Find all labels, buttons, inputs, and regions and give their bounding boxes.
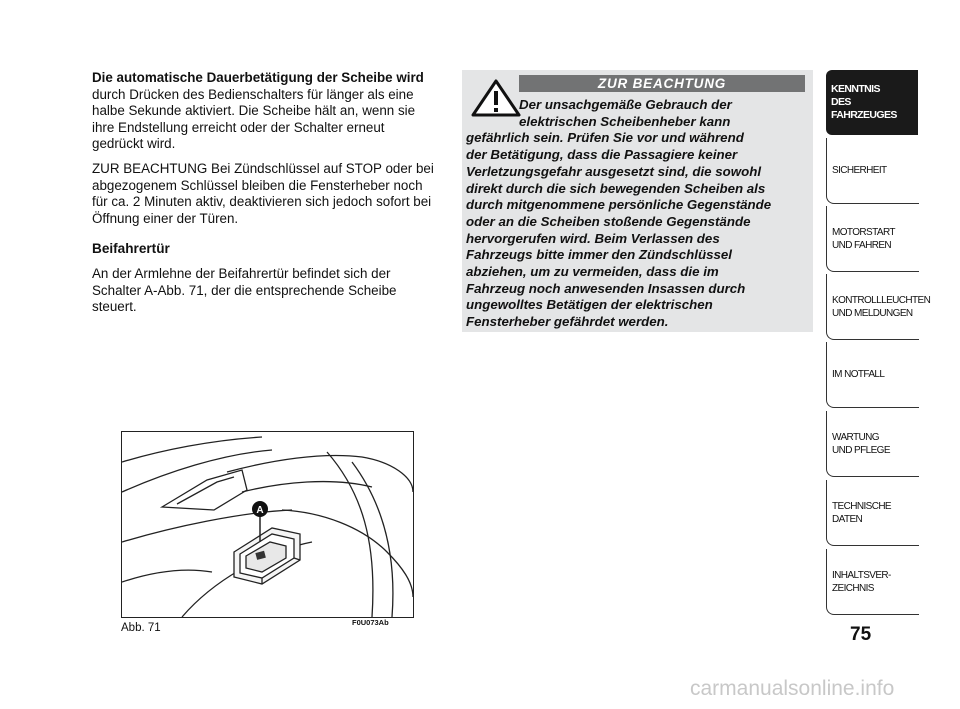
warning-title: ZUR BEACHTUNG: [519, 75, 805, 92]
warning-line: direkt durch die sich bewegenden Scheiben als: [466, 180, 766, 196]
tab-motorstart-und-fahren[interactable]: MOTORSTART UND FAHREN: [826, 206, 919, 272]
callout-a-label: A: [256, 505, 264, 516]
warning-line: Fahrzeug noch anwesenden Insassen durch: [466, 280, 746, 296]
warning-line: abziehen, um zu vermeiden, dass die im: [466, 264, 719, 280]
paragraph-auto-operation: Die automatische Dauerbetätigung der Scheibe wird durch Drücken des Bedienschalters für länger als eine halbe Sekunde aktiviert. Die Scheibe hält an, wenn sie ihre Endstellung erreicht oder der Schalter erneut gedrückt wird.: [92, 70, 424, 152]
warning-line: oder an die Scheiben stoßende Gegenstände: [466, 213, 751, 229]
warning-line: hervorgerufen wird. Beim Verlassen des: [466, 230, 720, 246]
tab-kontrollleuchten-und-meldungen[interactable]: KONTROLLLEUCHTEN UND MELDUNGEN: [826, 274, 919, 340]
warning-line: Der unsachgemäße Gebrauch der: [519, 97, 732, 112]
tab-im-notfall[interactable]: IM NOTFALL: [826, 342, 919, 408]
section-heading: Beifahrertür: [92, 241, 170, 257]
body-text: [92, 70, 437, 324]
watermark: carmanualsonline.info: [690, 677, 895, 700]
tab-wartung-und-pflege[interactable]: WARTUNG UND PFLEGE: [826, 411, 919, 477]
warning-line: Verletzungsgefahr ausgesetzt sind, die sowohl: [466, 163, 762, 179]
tab-technische-daten[interactable]: TECHNISCHE DATEN: [826, 480, 919, 546]
warning-line: der Betätigung, dass die Passagiere keiner: [466, 147, 738, 163]
warning-line: elektrischen Scheibenheber kann: [519, 113, 731, 129]
warning-line: Fahrzeugs bitte immer den Zündschlüssel: [466, 247, 732, 263]
warning-line: Fensterheber gefährdet werden.: [466, 314, 669, 330]
warning-line: ungewolltes Betätigen der elektrischen: [466, 297, 713, 313]
paragraph-passenger-door: An der Armlehne der Beifahrertür befindet sich der Schalter A-Abb. 71, der die entsprechende Scheibe steuert.: [92, 265, 397, 315]
warning-line: gefährlich sein. Prüfen Sie vor und während: [466, 130, 744, 146]
figure-code: F0U073Ab: [352, 618, 389, 627]
tab-inhaltsverzeichnis[interactable]: INHALTSVER- ZEICHNIS: [826, 549, 919, 615]
paragraph-note: ZUR BEACHTUNG Bei Zündschlüssel auf STOP oder bei abgezogenem Schlüssel bleiben die Fensterheber noch für ca. 2 Minuten aktiv, deaktivieren sich jedoch sofort bei Öffnung einer der Türen.: [92, 160, 434, 226]
tab-kenntnis-des-fahrzeuges[interactable]: KENNTNIS DES FAHRZEUGES: [826, 70, 918, 135]
warning-line: durch mitgenommene persönliche Gegenstände: [466, 197, 772, 213]
warning-box: [462, 70, 813, 332]
figure-door-switch: [121, 431, 414, 618]
tab-sicherheit[interactable]: SICHERHEIT: [826, 138, 919, 204]
door-armrest-illustration: [122, 432, 413, 617]
warning-text: [466, 97, 808, 331]
page-number: 75: [850, 624, 872, 645]
figure-caption: Abb. 71: [121, 622, 161, 634]
